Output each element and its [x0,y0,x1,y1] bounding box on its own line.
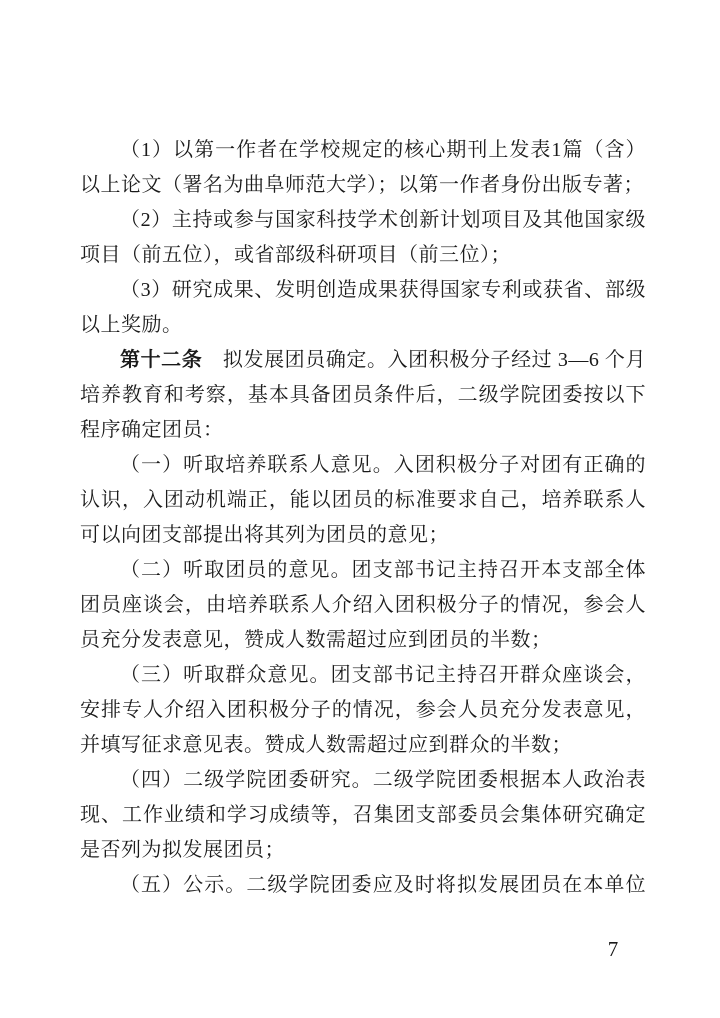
text-line: （三）听取群众意见。团支部书记主持召开群众座谈会， [120,664,646,686]
text-line: （一）听取培养联系人意见。入团积极分子对团有正确的 [120,454,646,476]
text-line: 是否列为拟发展团员； [80,839,285,861]
text-line: 以上奖励。 [80,314,183,336]
text-line: 项目（前五位），或省部级科研项目（前三位）； [80,244,511,266]
text-line: 培养教育和考察，基本具备团员条件后，二级学院团委按以下 [80,384,646,406]
article-number: 第十二条 [120,349,203,371]
text-line: （3）研究成果、发明创造成果获得国家专利或获省、部级 [120,279,646,301]
text-line: 安排专人介绍入团积极分子的情况，参会人员充分发表意见， [80,699,646,721]
text-line: （五）公示。二级学院团委应及时将拟发展团员在本单位 [120,874,646,896]
article-12-heading-line [80,343,646,378]
article-lead-text: 拟发展团员确定。入团积极分子经过 3—6 个月 [202,349,647,371]
text-line: 员充分发表意见，赞成人数需超过应到团员的半数； [80,629,552,651]
text-line: （四）二级学院团委研究。二级学院团委根据本人政治表 [120,769,646,791]
text-line: 认识，入团动机端正，能以团员的标准要求自己，培养联系人 [80,489,646,511]
text-line: 现、工作业绩和学习成绩等，召集团支部委员会集体研究确定 [80,804,646,826]
text-line: 团员座谈会，由培养联系人介绍入团积极分子的情况，参会人 [80,594,646,616]
text-line: 并填写征求意见表。赞成人数需超过应到群众的半数； [80,734,572,756]
text-line: （1）以第一作者在学校规定的核心期刊上发表1篇（含） [120,139,646,161]
text-line: （二）听取团员的意见。团支部书记主持召开本支部全体 [120,559,646,581]
text-line: 程序确定团员： [80,419,224,441]
text-line: 可以向团支部提出将其列为团员的意见； [80,524,449,546]
text-line: （2）主持或参与国家科技学术创新计划项目及其他国家级 [120,209,646,231]
text-line: 以上论文（署名为曲阜师范大学）；以第一作者身份出版专著； [80,174,644,196]
page-number: 7 [607,937,619,961]
document-text-block [80,133,646,903]
